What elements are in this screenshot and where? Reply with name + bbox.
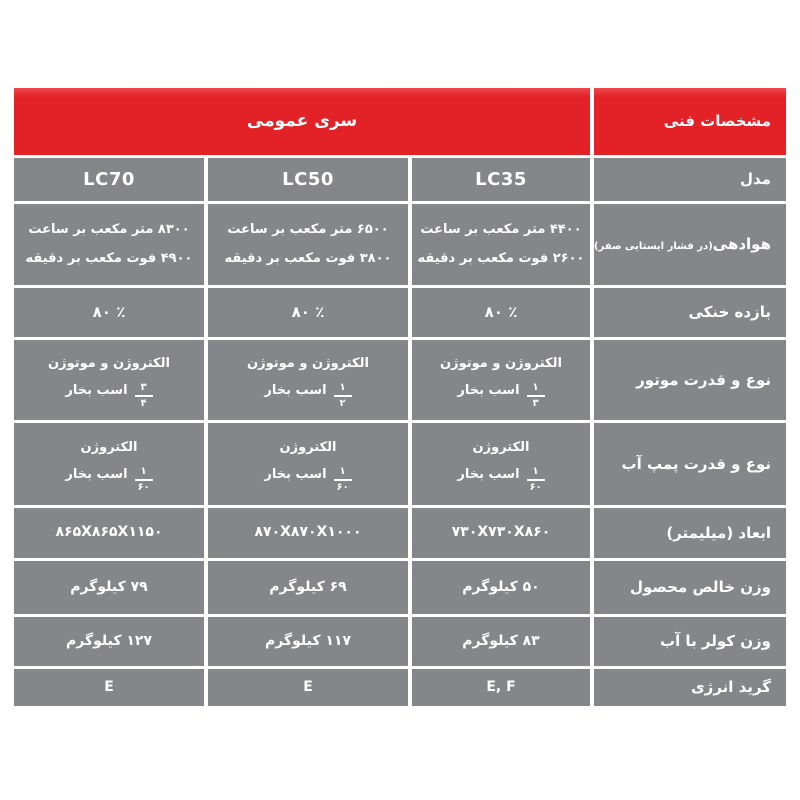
fraction-numerator: ۱ [334,466,352,481]
pump-lc50 [208,423,408,505]
row-label-pump: نوع و قدرت پمپ آب [594,423,786,505]
pump-lc70-type: الکتروژن [80,440,138,456]
row-label-water-weight: وزن کولر با آب [594,617,786,666]
fraction-denominator: ۶۰ [529,481,542,493]
motor-lc50-type: الکتروژن و موتوژن [247,356,369,372]
model-name-lc35: LC35 [412,158,590,201]
row-label-airflow [594,204,786,285]
fraction-numerator: ۳ [135,382,153,397]
pump-lc70-unit: اسب بخار [65,466,128,482]
row-label-net-weight: وزن خالص محصول [594,561,786,614]
motor-lc70-type: الکتروژن و موتوژن [48,356,170,372]
efficiency-lc50: ۸۰ ٪ [208,288,408,337]
efficiency-lc70: ۸۰ ٪ [14,288,204,337]
row-label-model: مدل [594,158,786,201]
motor-lc35-fraction [527,382,545,410]
row-label-dimensions: ابعاد (میلیمتر) [594,508,786,558]
dimensions-lc35: ۷۳۰X۷۳۰X۸۶۰ [412,508,590,558]
energy-grade-lc50: E [208,669,408,706]
series-header: سری عمومی [14,88,590,155]
energy-grade-lc70: E [14,669,204,706]
fraction-denominator: ۶۰ [336,481,349,493]
pump-lc35-unit: اسب بخار [457,466,520,482]
model-name-lc50: LC50 [208,158,408,201]
net-weight-lc50: ۶۹ کیلوگرم [208,561,408,614]
airflow-lc35-imperial: ۲۶۰۰ فوت مکعب بر دقیقه [417,251,585,266]
model-name-lc70: LC70 [14,158,204,201]
fraction-denominator: ۶۰ [137,481,150,493]
dimensions-lc70: ۸۶۵X۸۶۵X۱۱۵۰ [14,508,204,558]
water-weight-lc50: ۱۱۷ کیلوگرم [208,617,408,666]
motor-lc35-unit: اسب بخار [457,382,520,398]
motor-lc70-unit: اسب بخار [65,382,128,398]
motor-lc35 [412,340,590,420]
efficiency-lc35: ۸۰ ٪ [412,288,590,337]
pump-lc35 [412,423,590,505]
motor-lc70-fraction [135,382,153,410]
airflow-lc50 [208,204,408,285]
airflow-lc35 [412,204,590,285]
fraction-numerator: ۱ [527,466,545,481]
fraction-denominator: ۲ [339,397,346,409]
fraction-numerator: ۱ [135,466,153,481]
net-weight-lc70: ۷۹ کیلوگرم [14,561,204,614]
airflow-label-sub: (در فشار ایستایی صفر) [594,241,713,252]
water-weight-lc35: ۸۳ کیلوگرم [412,617,590,666]
pump-lc70-fraction [135,466,153,494]
airflow-lc70 [14,204,204,285]
motor-lc50 [208,340,408,420]
motor-lc50-unit: اسب بخار [264,382,327,398]
row-label-energy: گرید انرژی [594,669,786,706]
specs-header: مشخصات فنی [594,88,786,155]
fraction-denominator: ۴ [140,397,147,409]
spec-table [14,88,786,706]
row-label-motor: نوع و قدرت موتور [594,340,786,420]
pump-lc50-type: الکتروژن [279,440,337,456]
fraction-numerator: ۱ [527,382,545,397]
airflow-lc50-imperial: ۳۸۰۰ فوت مکعب بر دقیقه [224,251,392,266]
airflow-lc35-metric: ۴۴۰۰ متر مکعب بر ساعت [420,221,582,237]
motor-lc50-fraction [334,382,352,410]
pump-lc50-fraction [334,466,352,494]
motor-lc70 [14,340,204,420]
dimensions-lc50: ۸۷۰X۸۷۰X۱۰۰۰ [208,508,408,558]
pump-lc50-unit: اسب بخار [264,466,327,482]
pump-lc70 [14,423,204,505]
airflow-label-main: هوادهی [712,235,771,253]
airflow-lc70-metric: ۸۳۰۰ متر مکعب بر ساعت [28,221,190,237]
row-label-efficiency: بازده خنکی [594,288,786,337]
motor-lc35-type: الکتروژن و موتوژن [440,356,562,372]
pump-lc35-fraction [527,466,545,494]
water-weight-lc70: ۱۲۷ کیلوگرم [14,617,204,666]
airflow-lc50-metric: ۶۵۰۰ متر مکعب بر ساعت [227,221,389,237]
pump-lc35-type: الکتروژن [472,440,530,456]
fraction-denominator: ۳ [532,397,539,409]
energy-grade-lc35: E, F [412,669,590,706]
net-weight-lc35: ۵۰ کیلوگرم [412,561,590,614]
fraction-numerator: ۱ [334,382,352,397]
airflow-lc70-imperial: ۴۹۰۰ فوت مکعب بر دقیقه [25,251,193,266]
